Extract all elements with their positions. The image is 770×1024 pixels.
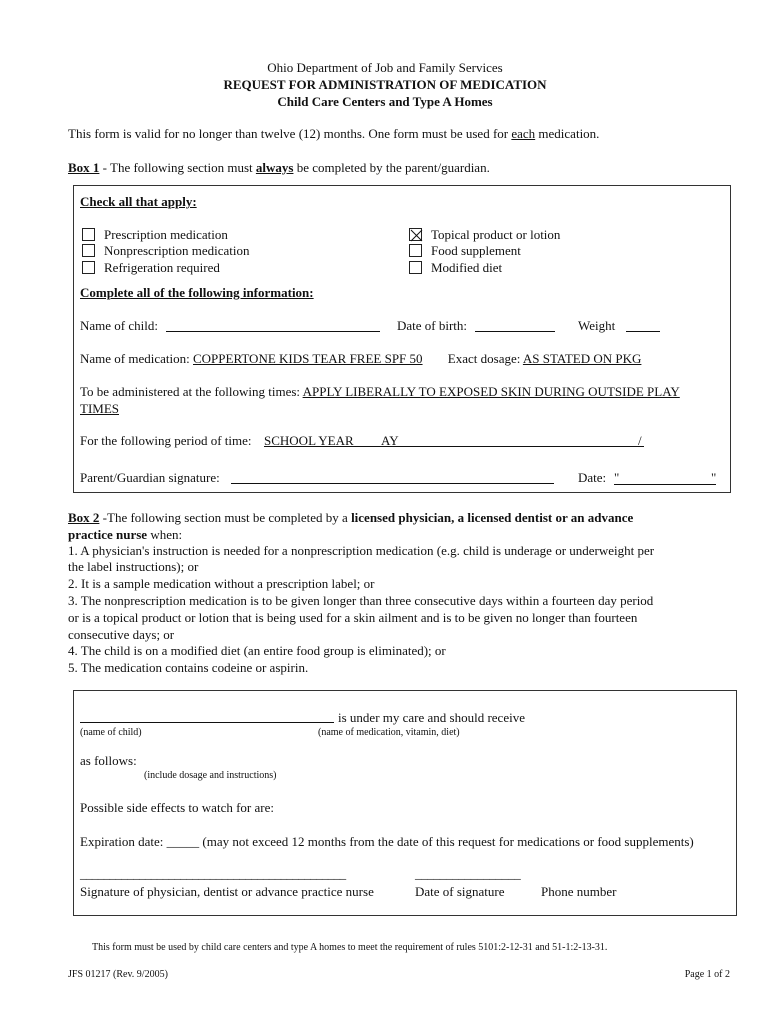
signature-date-field[interactable]: _________________ bbox=[415, 866, 521, 881]
expiration-field[interactable]: _____ bbox=[166, 834, 200, 849]
rules-note: This form must be used by child care centers and type A homes to meet the requirement of rules 5101:2-12-31 and 51-1:2-13-31. bbox=[92, 942, 608, 953]
form-subtitle: Child Care Centers and Type A Homes bbox=[277, 94, 493, 109]
check-x-icon bbox=[410, 229, 423, 242]
checkbox-refrigeration-label: Refrigeration required bbox=[104, 260, 220, 275]
side-effects-label: Possible side effects to watch for are: bbox=[80, 800, 274, 815]
phone-number-caption: Phone number bbox=[541, 884, 617, 899]
period-value-2[interactable]: AY bbox=[381, 433, 399, 448]
dob-label: Date of birth: bbox=[397, 318, 468, 333]
checkbox-topical[interactable] bbox=[409, 228, 422, 241]
dob-field[interactable] bbox=[475, 331, 555, 332]
dosage-label: Exact dosage: bbox=[447, 351, 521, 366]
box2-item-line: 4. The child is on a modified diet (an entire food group is eliminated); or bbox=[68, 643, 446, 658]
physician-signature-field[interactable]: _____________________________________________ bbox=[80, 866, 346, 881]
validity-text-end: medication. bbox=[535, 126, 600, 141]
times-label: To be administered at the following times: bbox=[80, 384, 301, 399]
box2-item-line: consecutive days; or bbox=[68, 627, 175, 642]
checkbox-modified-diet-label: Modified diet bbox=[431, 260, 503, 275]
period-value[interactable]: SCHOOL YEAR bbox=[264, 433, 354, 448]
box2-item-line: 1. A physician's instruction is needed for a nonprescription medication (e.g. child is underage or underweight per bbox=[68, 543, 655, 558]
dosage-caption: (include dosage and instructions) bbox=[144, 770, 277, 781]
box1-always: always bbox=[255, 160, 294, 175]
box2-bold-text-2: practice nurse bbox=[68, 527, 148, 542]
checkbox-food-supplement[interactable] bbox=[409, 244, 422, 257]
checkbox-prescription[interactable] bbox=[82, 228, 95, 241]
weight-label: Weight bbox=[578, 318, 616, 333]
physician-child-name-field[interactable] bbox=[80, 722, 334, 723]
dosage-value[interactable]: AS STATED ON PKG bbox=[522, 351, 642, 366]
signature-date-caption: Date of signature bbox=[415, 884, 505, 899]
validity-note bbox=[68, 126, 599, 142]
box1-text: - The following section must bbox=[99, 160, 256, 175]
times-value-cont[interactable]: TIMES bbox=[80, 401, 119, 416]
expiration-row bbox=[80, 834, 694, 850]
care-text: is under my care and should receive bbox=[338, 710, 525, 725]
parent-signature-field[interactable] bbox=[231, 483, 554, 484]
box2-text: -The following section must be completed by a bbox=[99, 510, 352, 525]
box2-heading-cont bbox=[68, 527, 182, 543]
box2-item-line: the label instructions); or bbox=[68, 559, 199, 574]
box2-item-line: 2. It is a sample medication without a prescription label; or bbox=[68, 576, 375, 591]
box2-item-line: 3. The nonprescription medication is to be given longer than three consecutive days within a fourteen day period bbox=[68, 593, 654, 608]
page-number: Page 1 of 2 bbox=[684, 969, 730, 980]
checkbox-refrigeration[interactable] bbox=[82, 261, 95, 274]
box2-item-line: 5. The medication contains codeine or aspirin. bbox=[68, 660, 309, 675]
box1-label: Box 1 bbox=[68, 160, 100, 175]
as-follows-label: as follows: bbox=[80, 753, 137, 768]
parent-signature-label: Parent/Guardian signature: bbox=[80, 470, 220, 485]
box2-text-end: when: bbox=[147, 527, 183, 542]
times-row bbox=[80, 384, 680, 400]
checkbox-food-supplement-label: Food supplement bbox=[431, 243, 521, 258]
times-value[interactable]: APPLY LIBERALLY TO EXPOSED SKIN DURING OUTSIDE PLAY bbox=[302, 384, 680, 399]
box2-bold-text: licensed physician, a licensed dentist or an advance bbox=[351, 510, 634, 525]
parent-date-label: Date: bbox=[578, 470, 607, 485]
box2-heading bbox=[68, 510, 633, 526]
checkbox-topical-label: Topical product or lotion bbox=[431, 227, 561, 242]
validity-text: This form is valid for no longer than twelve (12) months. One form must be used for bbox=[68, 126, 512, 141]
box2-label: Box 2 bbox=[68, 510, 100, 525]
box2-item-line: or is a topical product or lotion that is being used for a skin ailment and is to be given no longer than fourteen bbox=[68, 610, 638, 625]
medication-caption: (name of medication, vitamin, diet) bbox=[318, 727, 460, 738]
medication-label: Name of medication: bbox=[80, 351, 190, 366]
expiration-note: (may not exceed 12 months from the date of this request for medications or food supplements) bbox=[202, 834, 694, 849]
date-quote-open: " bbox=[614, 470, 620, 485]
form-id: JFS 01217 (Rev. 9/2005) bbox=[68, 969, 168, 980]
checkbox-nonprescription[interactable] bbox=[82, 244, 95, 257]
checkbox-prescription-label: Prescription medication bbox=[104, 227, 228, 242]
agency-name: Ohio Department of Job and Family Services bbox=[267, 60, 503, 75]
name-of-child-caption: (name of child) bbox=[80, 727, 142, 738]
period-label: For the following period of time: bbox=[80, 433, 252, 448]
date-quote-close: " bbox=[711, 470, 717, 485]
medication-value[interactable]: COPPERTONE KIDS TEAR FREE SPF 50 bbox=[193, 351, 423, 366]
expiration-label: Expiration date: bbox=[80, 834, 164, 849]
check-all-heading: Check all that apply: bbox=[80, 194, 197, 209]
checkbox-nonprescription-label: Nonprescription medication bbox=[104, 243, 250, 258]
complete-all-heading: Complete all of the following information: bbox=[80, 285, 314, 300]
checkbox-modified-diet[interactable] bbox=[409, 261, 422, 274]
validity-each: each bbox=[511, 126, 536, 141]
period-slash: / bbox=[638, 433, 642, 448]
child-name-field[interactable] bbox=[166, 331, 380, 332]
box1-text-end: be completed by the parent/guardian. bbox=[293, 160, 490, 175]
child-name-label: Name of child: bbox=[80, 318, 158, 333]
parent-date-field[interactable] bbox=[614, 484, 716, 485]
physician-signature-caption: Signature of physician, dentist or advance practice nurse bbox=[80, 884, 374, 899]
medication-row bbox=[80, 351, 641, 367]
form-title: REQUEST FOR ADMINISTRATION OF MEDICATION bbox=[223, 77, 547, 92]
weight-field[interactable] bbox=[626, 331, 660, 332]
period-field bbox=[264, 446, 644, 447]
box1-heading bbox=[68, 160, 490, 176]
